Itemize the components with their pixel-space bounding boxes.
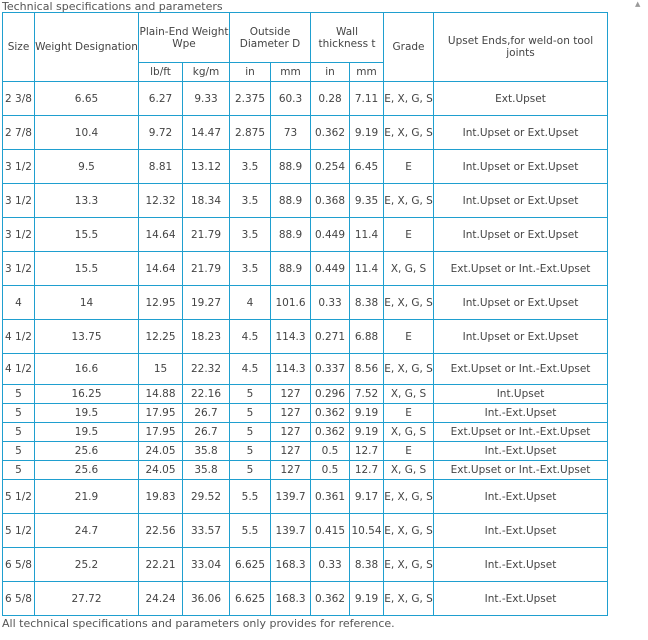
cell-wt-mm: 8.56 [350, 354, 384, 385]
spec-table [2, 12, 608, 616]
header-plain-end-weight: Plain-End Weight Wpe [139, 13, 230, 63]
cell-wt-in: 0.28 [311, 82, 350, 116]
cell-od-in: 5 [230, 442, 271, 461]
cell-grade: E [384, 442, 434, 461]
cell-wt-mm: 8.38 [350, 286, 384, 320]
cell-wt-mm: 12.7 [350, 442, 384, 461]
cell-grade: E, X, G, S [384, 480, 434, 514]
table-row [3, 385, 608, 404]
cell-lbft: 15 [139, 354, 183, 385]
header-wt-mm: mm [350, 63, 384, 82]
cell-size: 3 1/2 [3, 252, 35, 286]
cell-grade: E [384, 404, 434, 423]
cell-grade: E, X, G, S [384, 116, 434, 150]
cell-kgm: 18.23 [183, 320, 230, 354]
cell-weight-designation: 19.5 [35, 423, 139, 442]
cell-kgm: 19.27 [183, 286, 230, 320]
cell-weight-designation: 25.6 [35, 442, 139, 461]
table-row [3, 218, 608, 252]
cell-wt-in: 0.5 [311, 461, 350, 480]
cell-kgm: 22.32 [183, 354, 230, 385]
cell-od-in: 5 [230, 423, 271, 442]
cell-od-in: 5 [230, 385, 271, 404]
header-outside-diameter: Outside Diameter D [230, 13, 311, 63]
header-weight-designation: Weight Designation [35, 13, 139, 82]
cell-lbft: 14.64 [139, 218, 183, 252]
cell-grade: E, X, G, S [384, 354, 434, 385]
cell-grade: E, X, G, S [384, 514, 434, 548]
cell-od-in: 5 [230, 461, 271, 480]
cell-upset-ends: Ext.Upset or Int.-Ext.Upset [434, 354, 608, 385]
cell-upset-ends: Int.-Ext.Upset [434, 582, 608, 616]
cell-grade: E, X, G, S [384, 82, 434, 116]
cell-upset-ends: Int.Upset or Ext.Upset [434, 286, 608, 320]
table-row [3, 286, 608, 320]
cell-wt-in: 0.361 [311, 480, 350, 514]
cell-kgm: 26.7 [183, 423, 230, 442]
cell-od-mm: 73 [271, 116, 311, 150]
cell-upset-ends: Ext.Upset [434, 82, 608, 116]
cell-wt-mm: 9.19 [350, 404, 384, 423]
cell-wt-mm: 9.35 [350, 184, 384, 218]
cell-weight-designation: 16.25 [35, 385, 139, 404]
cell-wt-in: 0.362 [311, 423, 350, 442]
cell-wt-mm: 9.19 [350, 116, 384, 150]
cell-upset-ends: Int.-Ext.Upset [434, 480, 608, 514]
cell-od-in: 2.875 [230, 116, 271, 150]
cell-kgm: 18.34 [183, 184, 230, 218]
cell-kgm: 35.8 [183, 442, 230, 461]
cell-lbft: 22.56 [139, 514, 183, 548]
cell-lbft: 22.21 [139, 548, 183, 582]
cell-lbft: 12.32 [139, 184, 183, 218]
cell-weight-designation: 15.5 [35, 218, 139, 252]
cell-size: 5 [3, 461, 35, 480]
cell-wt-in: 0.296 [311, 385, 350, 404]
cell-kgm: 29.52 [183, 480, 230, 514]
cell-grade: E, X, G, S [384, 582, 434, 616]
table-row [3, 442, 608, 461]
cell-od-in: 3.5 [230, 184, 271, 218]
table-row [3, 116, 608, 150]
cell-weight-designation: 10.4 [35, 116, 139, 150]
cell-upset-ends: Ext.Upset or Int.-Ext.Upset [434, 252, 608, 286]
cell-wt-mm: 9.19 [350, 582, 384, 616]
cell-wt-in: 0.368 [311, 184, 350, 218]
caption-top: Technical specifications and parameters [2, 0, 223, 13]
cell-weight-designation: 16.6 [35, 354, 139, 385]
cell-od-in: 4.5 [230, 320, 271, 354]
cell-kgm: 26.7 [183, 404, 230, 423]
cell-wt-in: 0.449 [311, 252, 350, 286]
cell-grade: X, G, S [384, 423, 434, 442]
cell-grade: X, G, S [384, 252, 434, 286]
cell-lbft: 12.25 [139, 320, 183, 354]
header-size: Size [3, 13, 35, 82]
table-row [3, 514, 608, 548]
header-row-1 [3, 13, 608, 63]
scroll-up-arrow-icon[interactable]: ▲ [635, 0, 641, 8]
cell-wt-mm: 12.7 [350, 461, 384, 480]
header-wt-in: in [311, 63, 350, 82]
cell-kgm: 36.06 [183, 582, 230, 616]
cell-upset-ends: Ext.Upset or Int.-Ext.Upset [434, 461, 608, 480]
cell-kgm: 21.79 [183, 252, 230, 286]
cell-upset-ends: Int.Upset or Ext.Upset [434, 116, 608, 150]
cell-lbft: 24.05 [139, 461, 183, 480]
cell-size: 3 1/2 [3, 218, 35, 252]
cell-grade: E [384, 150, 434, 184]
cell-od-mm: 88.9 [271, 150, 311, 184]
cell-lbft: 9.72 [139, 116, 183, 150]
table-row [3, 320, 608, 354]
cell-od-in: 3.5 [230, 252, 271, 286]
cell-kgm: 33.57 [183, 514, 230, 548]
table-row [3, 354, 608, 385]
cell-od-in: 4.5 [230, 354, 271, 385]
spec-table-body [3, 82, 608, 616]
table-row [3, 404, 608, 423]
cell-kgm: 13.12 [183, 150, 230, 184]
cell-od-in: 6.625 [230, 548, 271, 582]
cell-size: 5 [3, 385, 35, 404]
cell-od-in: 3.5 [230, 218, 271, 252]
cell-od-mm: 127 [271, 404, 311, 423]
cell-od-in: 5.5 [230, 480, 271, 514]
cell-upset-ends: Int.-Ext.Upset [434, 514, 608, 548]
table-row [3, 582, 608, 616]
cell-size: 6 5/8 [3, 548, 35, 582]
cell-upset-ends: Int.-Ext.Upset [434, 548, 608, 582]
cell-weight-designation: 24.7 [35, 514, 139, 548]
cell-od-in: 4 [230, 286, 271, 320]
cell-grade: E, X, G, S [384, 286, 434, 320]
cell-od-in: 6.625 [230, 582, 271, 616]
cell-size: 5 1/2 [3, 514, 35, 548]
cell-upset-ends: Int.-Ext.Upset [434, 442, 608, 461]
header-upset-ends: Upset Ends,for weld-on tool joints [434, 13, 608, 82]
cell-lbft: 17.95 [139, 404, 183, 423]
cell-grade: E, X, G, S [384, 548, 434, 582]
cell-wt-mm: 7.11 [350, 82, 384, 116]
cell-kgm: 35.8 [183, 461, 230, 480]
cell-lbft: 14.88 [139, 385, 183, 404]
cell-upset-ends: Int.Upset [434, 385, 608, 404]
header-od-mm: mm [271, 63, 311, 82]
cell-size: 5 [3, 404, 35, 423]
header-lbft: lb/ft [139, 63, 183, 82]
cell-kgm: 22.16 [183, 385, 230, 404]
cell-weight-designation: 14 [35, 286, 139, 320]
cell-od-mm: 60.3 [271, 82, 311, 116]
table-row [3, 82, 608, 116]
cell-kgm: 14.47 [183, 116, 230, 150]
cell-wt-mm: 6.45 [350, 150, 384, 184]
table-row [3, 423, 608, 442]
cell-wt-mm: 9.17 [350, 480, 384, 514]
cell-lbft: 24.24 [139, 582, 183, 616]
cell-weight-designation: 13.75 [35, 320, 139, 354]
cell-od-mm: 168.3 [271, 548, 311, 582]
cell-od-mm: 139.7 [271, 480, 311, 514]
cell-od-in: 5 [230, 404, 271, 423]
cell-lbft: 12.95 [139, 286, 183, 320]
cell-od-mm: 101.6 [271, 286, 311, 320]
cell-grade: E [384, 320, 434, 354]
cell-weight-designation: 25.2 [35, 548, 139, 582]
cell-wt-mm: 11.4 [350, 252, 384, 286]
cell-size: 3 1/2 [3, 150, 35, 184]
cell-wt-mm: 10.54 [350, 514, 384, 548]
cell-kgm: 33.04 [183, 548, 230, 582]
cell-lbft: 19.83 [139, 480, 183, 514]
cell-wt-in: 0.362 [311, 116, 350, 150]
cell-upset-ends: Int.Upset or Ext.Upset [434, 150, 608, 184]
cell-od-in: 3.5 [230, 150, 271, 184]
cell-od-mm: 88.9 [271, 252, 311, 286]
cell-lbft: 6.27 [139, 82, 183, 116]
cell-size: 2 7/8 [3, 116, 35, 150]
table-row [3, 252, 608, 286]
table-row [3, 461, 608, 480]
caption-bottom: All technical specifications and parameters only provides for reference. [2, 617, 395, 630]
cell-od-mm: 114.3 [271, 320, 311, 354]
cell-wt-in: 0.362 [311, 404, 350, 423]
cell-lbft: 14.64 [139, 252, 183, 286]
header-kgm: kg/m [183, 63, 230, 82]
cell-weight-designation: 6.65 [35, 82, 139, 116]
cell-od-mm: 127 [271, 442, 311, 461]
cell-size: 6 5/8 [3, 582, 35, 616]
cell-od-mm: 88.9 [271, 218, 311, 252]
cell-grade: E, X, G, S [384, 184, 434, 218]
table-row [3, 480, 608, 514]
cell-lbft: 24.05 [139, 442, 183, 461]
header-grade: Grade [384, 13, 434, 82]
cell-grade: E [384, 218, 434, 252]
cell-kgm: 9.33 [183, 82, 230, 116]
cell-weight-designation: 21.9 [35, 480, 139, 514]
cell-wt-in: 0.33 [311, 286, 350, 320]
cell-upset-ends: Ext.Upset or Int.-Ext.Upset [434, 423, 608, 442]
cell-wt-mm: 6.88 [350, 320, 384, 354]
cell-wt-mm: 7.52 [350, 385, 384, 404]
cell-kgm: 21.79 [183, 218, 230, 252]
cell-wt-mm: 8.38 [350, 548, 384, 582]
cell-wt-in: 0.5 [311, 442, 350, 461]
cell-size: 4 1/2 [3, 354, 35, 385]
cell-weight-designation: 15.5 [35, 252, 139, 286]
cell-weight-designation: 27.72 [35, 582, 139, 616]
cell-wt-in: 0.254 [311, 150, 350, 184]
cell-wt-mm: 11.4 [350, 218, 384, 252]
cell-od-in: 5.5 [230, 514, 271, 548]
table-row [3, 548, 608, 582]
cell-od-mm: 127 [271, 461, 311, 480]
cell-wt-in: 0.449 [311, 218, 350, 252]
cell-od-mm: 139.7 [271, 514, 311, 548]
header-od-in: in [230, 63, 271, 82]
cell-wt-in: 0.415 [311, 514, 350, 548]
cell-od-mm: 127 [271, 423, 311, 442]
cell-upset-ends: Int.Upset or Ext.Upset [434, 320, 608, 354]
cell-weight-designation: 25.6 [35, 461, 139, 480]
cell-od-mm: 88.9 [271, 184, 311, 218]
cell-grade: X, G, S [384, 385, 434, 404]
cell-upset-ends: Int.Upset or Ext.Upset [434, 218, 608, 252]
cell-lbft: 17.95 [139, 423, 183, 442]
cell-wt-in: 0.362 [311, 582, 350, 616]
cell-wt-in: 0.337 [311, 354, 350, 385]
table-row [3, 184, 608, 218]
cell-od-in: 2.375 [230, 82, 271, 116]
cell-size: 5 1/2 [3, 480, 35, 514]
cell-weight-designation: 19.5 [35, 404, 139, 423]
cell-wt-in: 0.271 [311, 320, 350, 354]
cell-lbft: 8.81 [139, 150, 183, 184]
cell-wt-in: 0.33 [311, 548, 350, 582]
cell-upset-ends: Int.-Ext.Upset [434, 404, 608, 423]
cell-upset-ends: Int.Upset or Ext.Upset [434, 184, 608, 218]
cell-size: 4 1/2 [3, 320, 35, 354]
cell-size: 5 [3, 423, 35, 442]
cell-size: 2 3/8 [3, 82, 35, 116]
cell-od-mm: 114.3 [271, 354, 311, 385]
header-wall-thickness: Wall thickness t [311, 13, 384, 63]
cell-size: 4 [3, 286, 35, 320]
cell-size: 3 1/2 [3, 184, 35, 218]
cell-weight-designation: 13.3 [35, 184, 139, 218]
cell-weight-designation: 9.5 [35, 150, 139, 184]
cell-od-mm: 168.3 [271, 582, 311, 616]
cell-od-mm: 127 [271, 385, 311, 404]
cell-grade: X, G, S [384, 461, 434, 480]
table-row [3, 150, 608, 184]
cell-wt-mm: 9.19 [350, 423, 384, 442]
cell-size: 5 [3, 442, 35, 461]
